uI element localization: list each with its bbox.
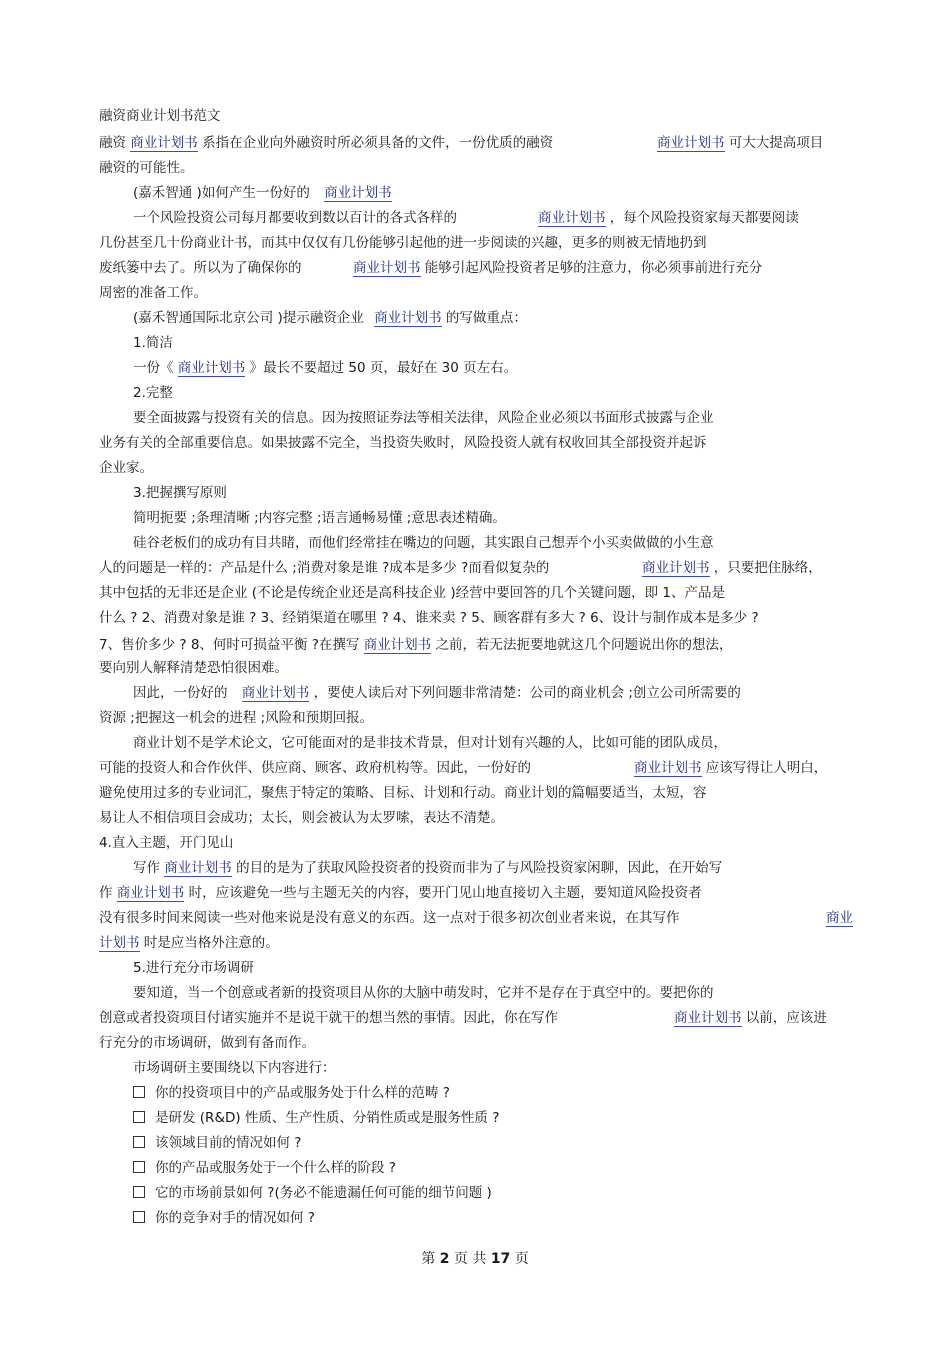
checkbox-icon[interactable]: [133, 1086, 145, 1098]
text: 融资: [99, 135, 126, 151]
section-3-line-5: 什么 ? 2、消费对象是谁 ? 3、经销渠道在哪里 ? 4、谁来卖 ? 5、顾客群有多大 ? 6、设计与制作成本是多少 ?: [99, 610, 759, 626]
link-business-plan[interactable]: 商业计划书: [634, 760, 702, 776]
section-5-line-3: 行充分的市场调研，做到有备而作。: [99, 1035, 315, 1051]
checklist-item-text: 你的产品或服务处于一个什么样的阶段 ?: [155, 1160, 396, 1176]
link-business-plan[interactable]: 商业计划书: [642, 560, 710, 576]
checkbox-icon[interactable]: [133, 1161, 145, 1173]
text: 的写做重点：: [445, 310, 527, 326]
checklist-item: [133, 1208, 315, 1228]
section-4-heading: 4.直入主题，开门见山: [99, 835, 234, 851]
section-4-line-3: 没有很多时间来阅读一些对他来说是没有意义的东西。这一点对于很多初次创业者来说，在其写作: [99, 910, 680, 926]
para1-line-3-tail: [353, 258, 762, 278]
section-2-line-1: 要全面披露与投资有关的信息。因为按照证券法等相关法律，风险企业必须以书面形式披露与企业: [133, 410, 714, 426]
link-business-plan[interactable]: 商业计划书: [130, 135, 198, 151]
section-3-line-2: 硅谷老板们的成功有目共睹，而他们经常挂在嘴边的问题，其实跟自己想弄个小买卖做做的小生意: [133, 535, 714, 551]
checkbox-icon[interactable]: [133, 1111, 145, 1123]
link-business-plan[interactable]: 商业计划书: [657, 135, 725, 151]
text: 一份《: [133, 360, 174, 376]
text: 可大大提高项目: [728, 135, 824, 151]
footer-middle: 页 共: [453, 1251, 487, 1267]
text: 系指在企业向外融资时所必须具备的文件，一份优质的融资: [202, 135, 554, 151]
page-footer: [0, 1248, 950, 1268]
section-3-line-11-tail: [634, 758, 827, 778]
section-3-line-12: 避免使用过多的专业词汇，聚焦于特定的策略、目标、计划和行动。商业计划的篇幅要适当，太短，容: [99, 785, 707, 801]
checklist-item-text: 是研发 (R&D) 性质、生产性质、分销性质或是服务性质 ?: [155, 1110, 500, 1126]
text: ，要使人读后对下列问题非常清楚：公司的商业机会 ;创立公司所需要的: [313, 685, 741, 701]
para1-line-3: 废纸篓中去了。所以为了确保你的: [99, 260, 302, 276]
link-business-plan-part[interactable]: 商业: [826, 910, 853, 926]
checklist-item-text: 该领域目前的情况如何 ?: [155, 1135, 302, 1151]
checklist-item: [133, 1158, 396, 1178]
text: 的目的是为了获取风险投资者的投资而非为了与风险投资家闲聊，因此，在开始写: [236, 860, 723, 876]
question-line-1: [133, 183, 392, 203]
checklist-item: [133, 1133, 301, 1153]
text: 作: [99, 885, 113, 901]
checkbox-icon[interactable]: [133, 1136, 145, 1148]
text: ，每个风险投资家每天都要阅读: [609, 210, 799, 226]
text: 7、售价多少 ? 8、何时可损益平衡 ?在撰写: [99, 637, 360, 653]
section-5-line-1: 要知道，当一个创意或者新的投资项目从你的大脑中萌发时，它并不是存在于真空中的。要把你的: [133, 985, 714, 1001]
para1-line-1-tail: [538, 208, 799, 228]
question-line-2: [133, 308, 527, 328]
text: ，只要把住脉络，: [713, 560, 822, 576]
section-3-line-4: 其中包括的无非还是企业 (不论是传统企业还是高科技企业 )经营中要回答的几个关键问题，即 1、产品是: [99, 585, 725, 601]
section-1-line: [133, 358, 517, 378]
section-4-line-2: [99, 883, 702, 903]
link-business-plan[interactable]: 商业计划书: [374, 310, 442, 326]
section-3-line-6: [99, 635, 732, 655]
section-5-heading: 5.进行充分市场调研: [133, 960, 254, 976]
section-2-line-2: 业务有关的全部重要信息。如果披露不完全，当投资失败时，风险投资人就有权收回其全部投资并起诉: [99, 435, 707, 451]
para1-line-2: 几份甚至几十份商业计书，而其中仅仅有几份能够引起他的进一步阅读的兴趣，更多的则被无情地扔到: [99, 235, 707, 251]
footer-suffix: 页: [514, 1251, 529, 1267]
link-business-plan[interactable]: 商业计划书: [674, 1010, 742, 1026]
para1-line-1: 一个风险投资公司每月都要收到数以百计的各式各样的: [133, 210, 457, 226]
text: 写作: [133, 860, 160, 876]
link-business-plan[interactable]: 商业计划书: [324, 185, 392, 201]
footer-prefix: 第: [421, 1251, 436, 1267]
link-business-plan-part[interactable]: 计划书: [99, 935, 140, 951]
checklist-item: [133, 1183, 492, 1203]
total-page-count: 17: [490, 1251, 511, 1267]
text: 》最长不要超过 50 页，最好在 30 页左右。: [249, 360, 518, 376]
text: 应该写得让人明白，: [705, 760, 828, 776]
section-3-line-7: 要向别人解释清楚恐怕很困难。: [99, 660, 288, 676]
current-page-number: 2: [439, 1251, 450, 1267]
section-3-line-10: 商业计划不是学术论文，它可能面对的是非技术背景，但对计划有兴趣的人，比如可能的团队成员，: [133, 735, 727, 751]
section-3-heading: 3.把握撰写原则: [133, 485, 227, 501]
text: (嘉禾智通国际北京公司 )提示融资企业: [133, 310, 364, 326]
section-4-line-1: [133, 858, 722, 878]
text: (嘉禾智通 )如何产生一份好的: [133, 185, 310, 201]
section-5-line-2-tail: [674, 1008, 827, 1028]
section-3-line-8: [133, 683, 741, 703]
checklist-item: [133, 1108, 499, 1128]
section-2-line-3: 企业家。: [99, 460, 153, 476]
checkbox-icon[interactable]: [133, 1211, 145, 1223]
document-title: 融资商业计划书范文: [99, 108, 221, 124]
section-4-line-4: [99, 933, 279, 953]
section-1-heading: 1.简洁: [133, 335, 173, 351]
text: 时是应当格外注意的。: [143, 935, 279, 951]
text: 能够引起风险投资者足够的注意力，你必须事前进行充分: [424, 260, 763, 276]
checklist-item-text: 它的市场前景如何 ?(务必不能遗漏任何可能的细节问题 ): [155, 1185, 492, 1201]
link-business-plan[interactable]: 商业计划书: [538, 210, 606, 226]
section-5-line-4: 市场调研主要围绕以下内容进行：: [133, 1060, 336, 1076]
link-business-plan[interactable]: 商业计划书: [116, 885, 185, 901]
link-business-plan[interactable]: 商业计划书: [353, 260, 421, 276]
text: 时，应该避免一些与主题无关的内容，要开门见山地直接切入主题，要知道风险投资者: [188, 885, 702, 901]
checklist-item: [133, 1083, 450, 1103]
section-5-line-2: 创意或者投资项目付诸实施并不是说干就干的想当然的事情。因此，你在写作: [99, 1010, 558, 1026]
intro-line-1-tail: [657, 133, 823, 153]
section-3-line-1: 简明扼要 ;条理清晰 ;内容完整 ;语言通畅易懂 ;意思表述精确。: [133, 510, 506, 526]
checkbox-icon[interactable]: [133, 1186, 145, 1198]
section-3-line-3: 人的问题是一样的：产品是什么 ;消费对象是谁 ?成本是多少 ?而看似复杂的: [99, 560, 550, 576]
para1-line-4: 周密的准备工作。: [99, 285, 207, 301]
link-business-plan[interactable]: 商业计划书: [241, 685, 310, 701]
text: 因此，一份好的: [133, 685, 228, 701]
section-2-heading: 2.完整: [133, 385, 173, 401]
checklist-item-text: 你的竞争对手的情况如何 ?: [155, 1210, 315, 1226]
text: 之前，若无法扼要地就这几个问题说出你的想法，: [435, 637, 733, 653]
intro-line-2: 融资的可能性。: [99, 160, 194, 176]
link-business-plan[interactable]: 商业计划书: [164, 860, 232, 876]
link-business-plan[interactable]: 商业计划书: [363, 637, 432, 653]
link-business-plan[interactable]: 商业计划书: [177, 360, 246, 376]
checklist-item-text: 你的投资项目中的产品或服务处于什么样的范畴 ?: [155, 1085, 450, 1101]
section-3-line-13: 易让人不相信项目会成功；太长，则会被认为太罗嗦，表达不清楚。: [99, 810, 504, 826]
section-3-line-9: 资源 ;把握这一机会的进程 ;风险和预期回报。: [99, 710, 374, 726]
section-3-line-11: 可能的投资人和合作伙伴、供应商、顾客、政府机构等。因此，一份好的: [99, 760, 531, 776]
section-3-line-3-tail: [642, 558, 822, 578]
section-4-line-3-tail: [826, 908, 853, 928]
text: 以前，应该进: [745, 1010, 827, 1026]
intro-line-1: [99, 133, 553, 153]
